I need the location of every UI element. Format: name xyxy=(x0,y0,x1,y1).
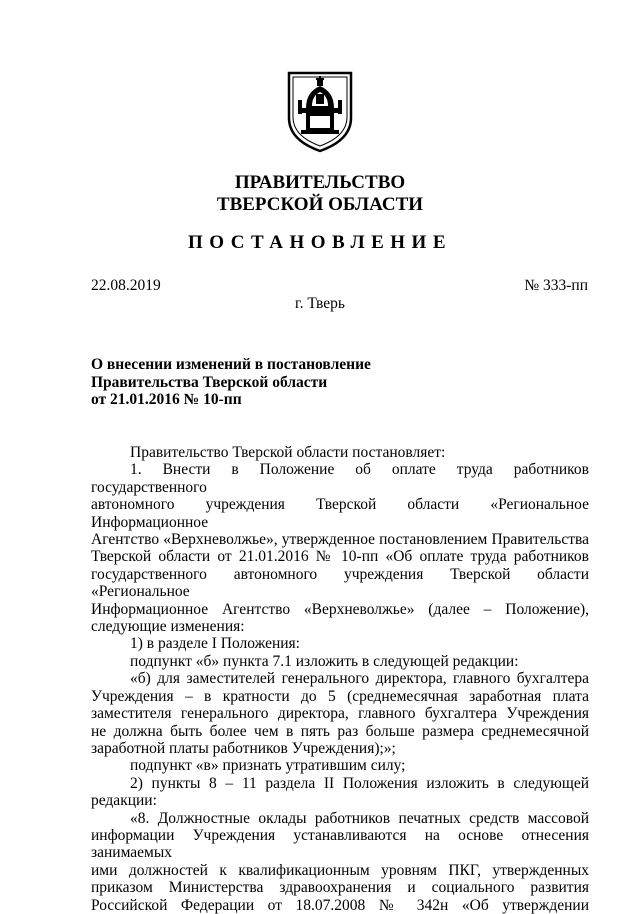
body-line: Агентство «Верхневолжье», утвержденное постановлением Правительства xyxy=(91,531,589,549)
body-line: «8. Должностные оклады работников печатных средств массовой xyxy=(130,809,589,827)
body-line: заместителя генерального директора, главного бухгалтера Учреждения xyxy=(91,705,589,723)
body-line: Тверской области от 21.01.2016 № 10-пп «Об оплате труда работников xyxy=(91,548,589,566)
document-number: № 333-пп xyxy=(524,277,588,294)
body-line: Российской Федерации от 18.07.2008 № 342н «Об утверждении xyxy=(91,896,589,914)
body-line: следующие изменения: xyxy=(91,618,245,636)
body-line: 1) в разделе I Положения: xyxy=(130,635,300,653)
document-city: г. Тверь xyxy=(295,295,345,312)
body-line: автономного учреждения Тверской области «Региональное Информационное xyxy=(91,496,589,531)
body-line: не должна быть более чем в пять раз больше размера среднемесячной xyxy=(91,722,589,740)
subject-line: от 21.01.2016 № 10-пп xyxy=(91,391,242,408)
document-body xyxy=(91,444,589,914)
body-line: ими должностей к квалификационным уровням ПКГ, утвержденных xyxy=(91,861,589,879)
document-subject xyxy=(91,356,371,409)
subject-line: О внесении изменений в постановление xyxy=(91,356,371,373)
organization-name-line-1: ПРАВИТЕЛЬСТВО xyxy=(234,172,406,193)
body-line: подпункт «б» пункта 7.1 изложить в следующей редакции: xyxy=(130,652,519,670)
tver-coat-of-arms-icon xyxy=(286,70,354,154)
organization-name-line-2: ТВЕРСКОЙ ОБЛАСТИ xyxy=(216,194,424,215)
body-line: информации Учреждения устанавливаются на основе отнесения занимаемых xyxy=(91,826,589,862)
subject-line: Правительства Тверской области xyxy=(91,373,328,391)
document-type: ПОСТАНОВЛЕНИЕ xyxy=(187,232,453,253)
body-line: редакции: xyxy=(91,792,157,810)
body-line: 1. Внести в Положение об оплате труда работников государственного xyxy=(91,461,589,496)
body-line: Информационное Агентство «Верхневолжье» (далее – Положение), xyxy=(91,600,589,618)
document-date: 22.08.2019 xyxy=(91,277,161,294)
body-line: государственного автономного учреждения Тверской области «Региональное xyxy=(91,565,589,601)
body-line: Правительство Тверской области постановляет: xyxy=(130,444,446,461)
body-line: заработной платы работников Учреждения);»; xyxy=(91,739,396,757)
body-line: 2) пункты 8 – 11 раздела II Положения изложить в следующей xyxy=(130,774,589,792)
body-line: приказом Министерства здравоохранения и социального развития xyxy=(91,879,589,897)
body-line: Учреждения – в кратности до 5 (среднемесячная заработная плата xyxy=(91,687,589,705)
body-line: подпункт «в» признать утратившим силу; xyxy=(130,757,406,775)
body-line: «б) для заместителей генерального директора, главного бухгалтера xyxy=(130,670,589,688)
